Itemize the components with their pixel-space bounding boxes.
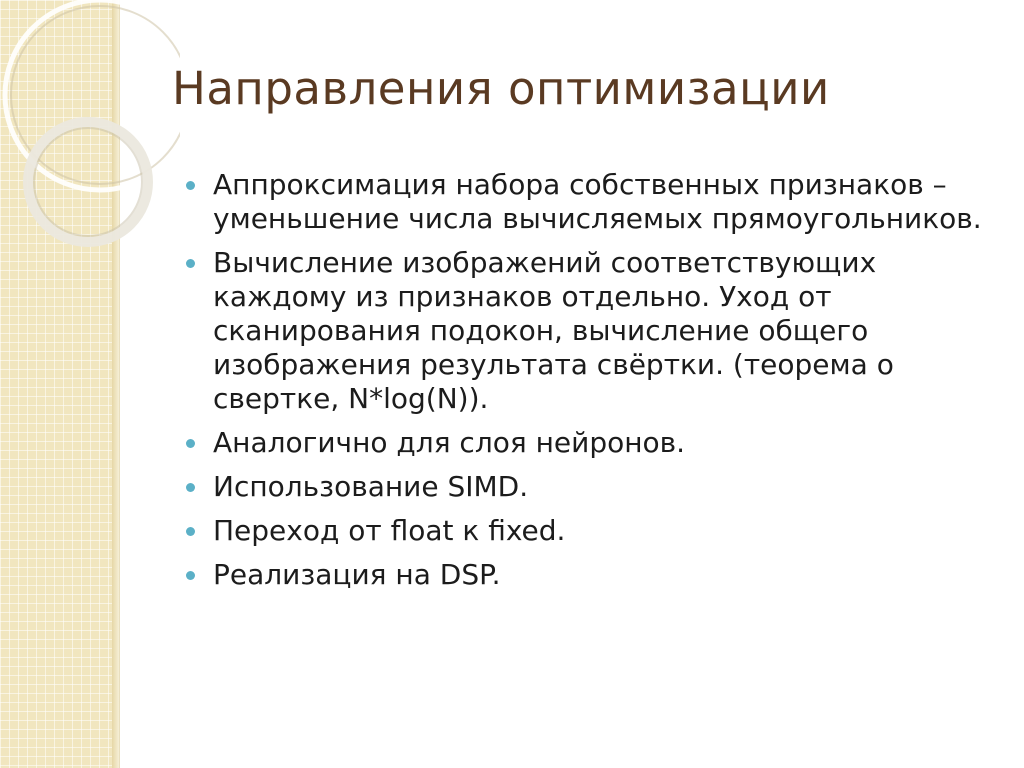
bullet-dot-icon <box>186 483 195 492</box>
bullet-text: Аппроксимация набора собственных признаков – уменьшение числа вычисляемых прямоугольников. <box>213 168 982 235</box>
bullet-dot-icon <box>186 181 195 190</box>
slide-title: Направления оптимизации <box>172 62 830 115</box>
bullet-dot-icon <box>186 571 195 580</box>
bullet-dot-icon <box>186 259 195 268</box>
bullet-item <box>186 558 986 592</box>
bullet-item <box>186 426 986 460</box>
bullet-text: Переход от float к fixed. <box>213 514 566 547</box>
bullet-dot-icon <box>186 527 195 536</box>
bullet-text: Использование SIMD. <box>213 470 529 503</box>
decorative-ring-small <box>28 122 148 242</box>
bullet-item <box>186 470 986 504</box>
bullet-item <box>186 246 986 416</box>
decorative-rings <box>0 0 180 260</box>
bullet-item <box>186 514 986 548</box>
bullet-text: Вычисление изображений соответствующих каждому из признаков отдельно. Уход от сканирования подокон, вычисление общего изображения результата свёртки. (теорема о свертке, N*log(N)). <box>213 246 894 415</box>
bullet-text: Реализация на DSP. <box>213 558 501 591</box>
bullet-dot-icon <box>186 439 195 448</box>
decorative-ring-small-shadow <box>34 128 142 236</box>
bullet-item <box>186 168 986 236</box>
bullet-text: Аналогично для слоя нейронов. <box>213 426 686 459</box>
bullet-list <box>186 168 986 602</box>
